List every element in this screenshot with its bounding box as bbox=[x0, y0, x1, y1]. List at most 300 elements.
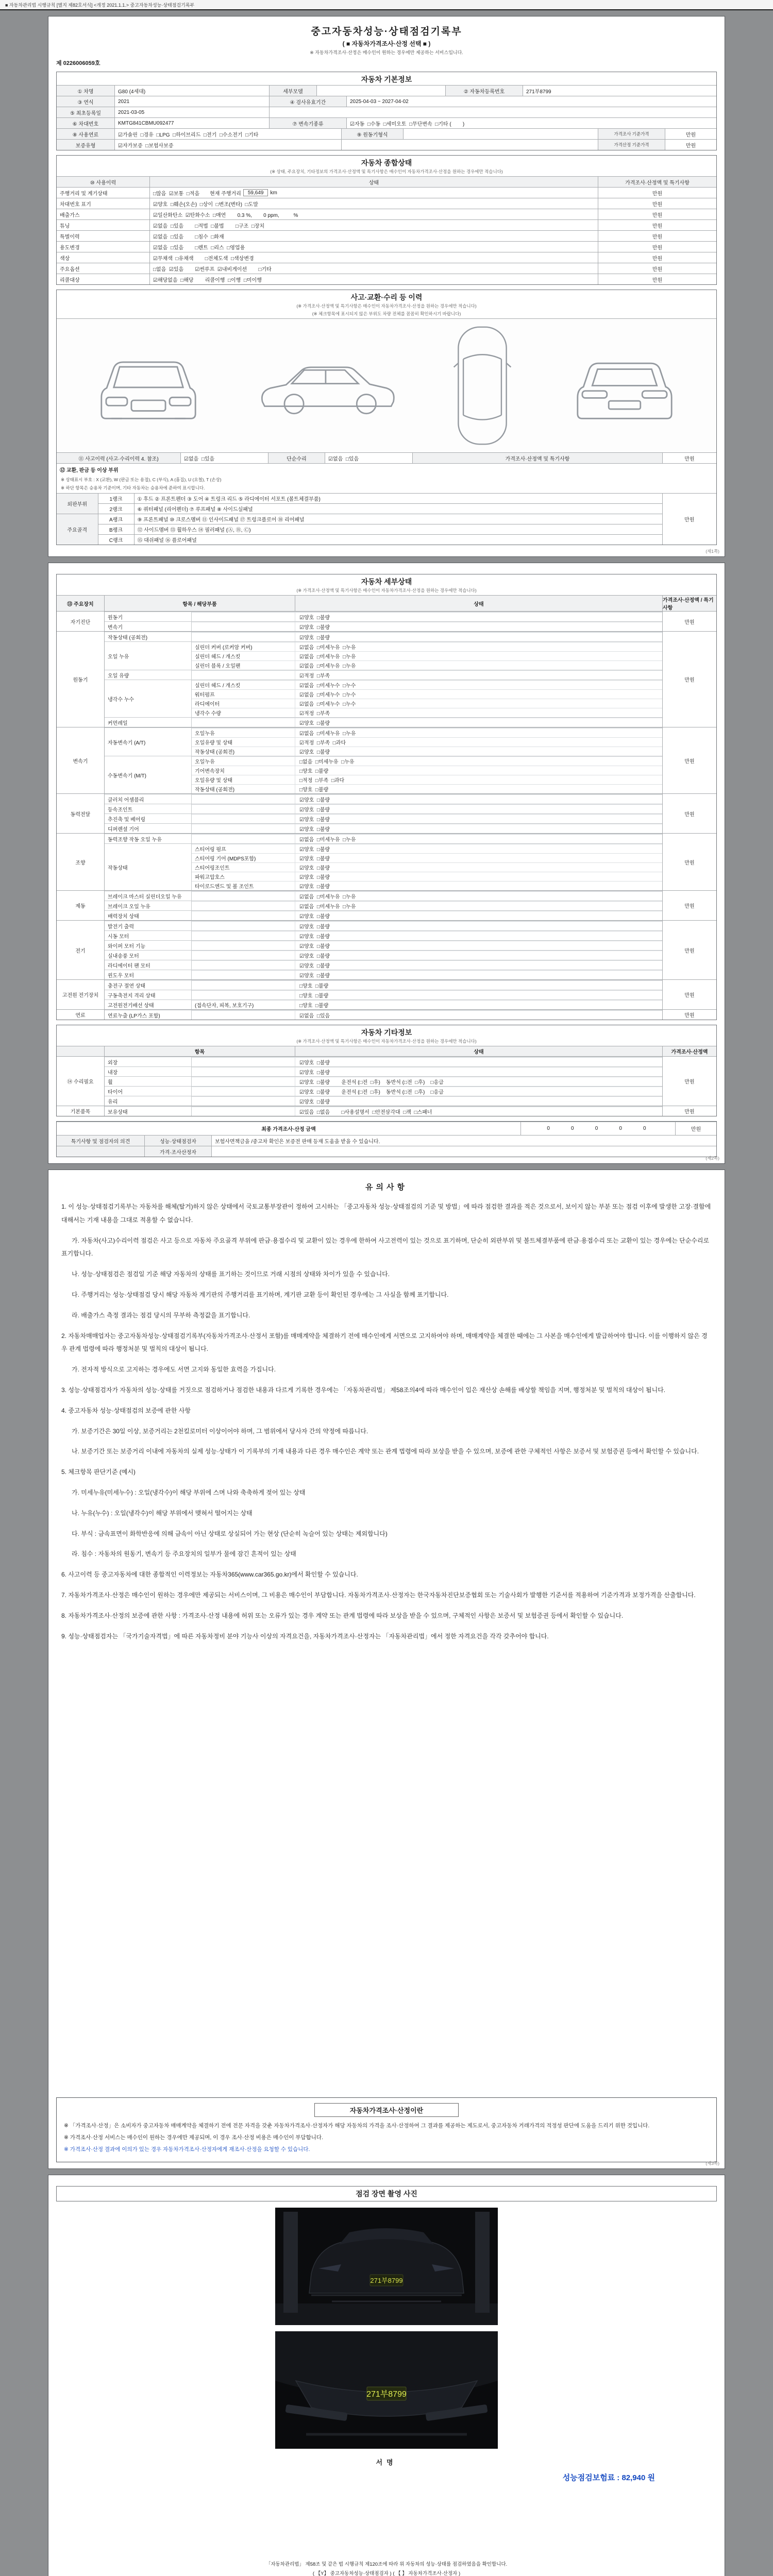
col-header-device: ⑬ 주요장치 bbox=[67, 601, 94, 607]
overall-row bbox=[57, 209, 716, 219]
part-label bbox=[192, 941, 295, 950]
detail-status-title: 자동차 세부상태 bbox=[361, 578, 412, 586]
device-item-block bbox=[105, 921, 662, 930]
page-3 bbox=[48, 1170, 725, 2169]
etc-table-body bbox=[57, 1056, 716, 1116]
item-rows bbox=[191, 1087, 662, 1096]
item-row bbox=[192, 775, 662, 784]
price-survey-info-line-highlight: ※ 가격조사·산정 결과에 이의가 있는 경우 자동차가격조사·산정자에게 재조사·산정을 요청할 수 있습니다. bbox=[64, 2146, 310, 2153]
state-checkboxes: ☑양호 □불량 bbox=[295, 951, 662, 960]
device-item-block bbox=[105, 814, 662, 823]
item-row bbox=[192, 689, 662, 699]
document-subtitle: ( ■ 자동차가격조사·산정 선택 ■ ) bbox=[342, 40, 431, 47]
item-rows bbox=[191, 921, 662, 930]
item-rows bbox=[191, 622, 662, 631]
item-row bbox=[192, 921, 662, 930]
device-group-name: 전기 bbox=[75, 948, 86, 954]
notice-paragraph: 3. 성능·상태점검자가 자동차의 성능·상태를 거짓으로 점검하거나 점검한 내용과 다르게 기록한 경우에는 「자동차관리법」 제58조의4에 따라 매수인이 입은 재산상 손해를 배상할 책임을 지며, 행정처분 및 벌칙의 대상이 됩니다. bbox=[61, 1386, 666, 1394]
device-item-blocks bbox=[104, 1010, 662, 1020]
notice-paragraph: 2. 자동차매매업자는 중고자동차성능·상태점검기록부(자동차가격조사·산정서 포함)를 매매계약을 체결하기 전에 매수인에게 서면으로 고지하여야 하며, 매매계약을 체결한 때에는 그 사본을 매수인에게 발급하여야 합니다. 이를 이행하지 않은 경우 관계 법령에 따라 행정처분 및 벌칙의 대상이 됩니다. bbox=[61, 1332, 708, 1353]
device-item-block bbox=[105, 990, 662, 999]
rank-row-3 bbox=[57, 514, 716, 524]
basic-row-5 bbox=[57, 128, 716, 139]
opinion-row-2 bbox=[57, 1146, 716, 1157]
registration-number-label: ② 자동차등록번호 bbox=[445, 86, 523, 96]
device-item-block bbox=[105, 960, 662, 970]
item-label: 라디에이터 팬 모터 bbox=[108, 963, 150, 969]
state-checkboxes: ☑양호 □불량 bbox=[295, 795, 662, 804]
item-label: 내장 bbox=[108, 1070, 118, 1076]
state-checkboxes: ☑없음 □미세누수 □누수 bbox=[295, 681, 662, 689]
item-row bbox=[192, 931, 662, 940]
part-label bbox=[192, 1077, 295, 1086]
device-group-row bbox=[57, 727, 716, 793]
notice-paragraph: 5. 체크항목 판단기준 (예시) bbox=[61, 1468, 136, 1476]
overall-row bbox=[57, 219, 716, 230]
state-checkboxes: ☑적정 □부족 bbox=[295, 671, 662, 680]
item-row bbox=[192, 1087, 662, 1096]
state-checkboxes: ☑적정 □부족 □과다 bbox=[295, 738, 662, 747]
item-row bbox=[192, 834, 662, 843]
item-rows bbox=[191, 718, 662, 727]
device-item-blocks bbox=[104, 794, 662, 833]
item-label: 등속조인트 bbox=[108, 807, 133, 813]
accident-note-2: (※ 체크항목에 표시되지 않은 부위도 차량 전체를 꼼꼼히 확인하시기 바랍니다) bbox=[312, 311, 461, 316]
item-rows bbox=[191, 642, 662, 670]
state-checkboxes: ☑양호 □불량 bbox=[295, 922, 662, 930]
state-checkboxes: ☑무채색 □유채색 □전체도색 □색상변경 bbox=[153, 256, 254, 262]
overall-row bbox=[57, 198, 716, 209]
part-label: 오일유량 및 상태 bbox=[195, 740, 233, 746]
device-item-block bbox=[105, 940, 662, 950]
overall-status-title: 자동차 종합상태 bbox=[361, 159, 412, 167]
usage-item-label: 주행거리 및 계기상태 bbox=[60, 191, 108, 197]
inspection-insurance-fee: 성능점검보험료 : 82,940 원 bbox=[562, 2473, 655, 2482]
etc-group-row bbox=[57, 1106, 716, 1116]
device-item-block bbox=[105, 717, 662, 727]
device-item-block bbox=[105, 843, 662, 890]
part-label bbox=[192, 1097, 295, 1106]
item-row bbox=[192, 708, 662, 717]
submodel-label: 세부모델 bbox=[269, 86, 316, 96]
overall-status-note: (※ 상태, 주요장치, 기타정보의 가격조사·산정액 및 특기사항은 매수인이 자동차가격조사·산정을 원하는 경우에만 적습니다) bbox=[270, 169, 503, 174]
inspection-photo-2 bbox=[275, 2331, 498, 2449]
usage-item-state bbox=[149, 198, 598, 209]
calc-base-price-value: 만원 bbox=[665, 140, 716, 150]
device-group-name: 고전원 전기장치 bbox=[62, 993, 99, 998]
item-label: 수동변속기 (M/T) bbox=[108, 773, 146, 779]
signature-section bbox=[56, 2457, 717, 2576]
device-item-blocks bbox=[104, 834, 662, 890]
model-year-label: ③ 연식 bbox=[57, 96, 114, 107]
page-1 bbox=[48, 16, 725, 557]
notices-title: 유의사항 bbox=[365, 1183, 408, 1192]
part-label bbox=[192, 1107, 295, 1116]
group-price-cell: 만원 bbox=[662, 891, 716, 920]
part-label bbox=[192, 922, 295, 930]
inspector-opinion-text: 보험사면책금을 /중고차 확인은 보증전 판매 등재 도움을 받을 수 있습니다. bbox=[211, 1136, 716, 1146]
item-row bbox=[192, 756, 662, 766]
device-group-name: 조향 bbox=[75, 860, 86, 866]
item-label: 휠 bbox=[108, 1079, 113, 1086]
item-row bbox=[192, 660, 662, 670]
item-rows bbox=[191, 728, 662, 756]
overall-row bbox=[57, 187, 716, 198]
device-item-blocks bbox=[104, 727, 662, 793]
device-item-block bbox=[105, 632, 662, 641]
item-row bbox=[192, 794, 662, 804]
item-label: 디퍼렌셜 기어 bbox=[108, 826, 139, 833]
device-group-name: 자기진단 bbox=[70, 619, 91, 625]
item-label: 냉각수 누수 bbox=[108, 697, 135, 703]
opinion-row-1 bbox=[57, 1135, 716, 1146]
item-label: 작동상태 bbox=[108, 865, 128, 871]
opinion-label-spacer bbox=[57, 1146, 144, 1157]
exchange-price-cell: 만원 bbox=[662, 494, 716, 545]
item-label: 발전기 출력 bbox=[108, 924, 135, 930]
detail-status-note: (※ 가격조사·산정액 및 특기사항은 매수인이 자동차가격조사·산정을 원하는 경우에만 적습니다) bbox=[296, 588, 477, 593]
usage-item-state bbox=[149, 220, 598, 230]
signature-statement-roles: ( 【Y】 중고자동차성능·상태점검자 ) ( 【 】 자동차가격조사·산정자 ) bbox=[312, 2571, 461, 2576]
item-label: 구동축전지 격리 상태 bbox=[108, 993, 156, 999]
device-group-row bbox=[57, 890, 716, 920]
final-price-amount: 0 0 0 0 0 bbox=[520, 1122, 675, 1135]
price-cell: 만원 bbox=[598, 263, 716, 274]
notice-paragraph: 다. 주행거리는 성능·상태점검 당시 해당 자동차 계기판의 주행거리를 표기하며, 계기판 교환 등이 확인된 경우에는 그 사실을 함께 표기합니다. bbox=[61, 1291, 449, 1298]
odometer-unit: km bbox=[270, 190, 277, 196]
basic-row-6 bbox=[57, 139, 716, 150]
document-title: 중고자동차성능·상태점검기록부 bbox=[311, 26, 462, 37]
state-checkboxes: □양호 □불량 bbox=[295, 766, 662, 775]
signature-statement-law: 「자동차관리법」 제58조 및 같은 법 시행규칙 제120조에 따라 위 자동차의 성능·상태를 점검하였음을 확인합니다. bbox=[265, 2562, 508, 2567]
item-row bbox=[192, 612, 662, 621]
item-label: 브레이크 오일 누유 bbox=[108, 904, 150, 910]
state-checkboxes: ☑있음 □없음 □사용설명서 □안전삼각대 □잭 □스패너 bbox=[295, 1107, 662, 1116]
price-survey-info-title: 자동차가격조사·산정이란 bbox=[314, 2103, 459, 2117]
basic-row-1 bbox=[57, 85, 716, 96]
detail-status-section bbox=[56, 574, 717, 1020]
basic-row-4 bbox=[57, 117, 716, 128]
item-row bbox=[192, 699, 662, 708]
item-rows bbox=[191, 824, 662, 833]
empty-cell bbox=[341, 140, 598, 150]
device-item-block bbox=[105, 727, 662, 756]
state-checkboxes: ☑양호 □불량 bbox=[295, 613, 662, 621]
basic-row-3 bbox=[57, 107, 716, 117]
inspection-period-value: 2025-04-03 ~ 2027-04-02 bbox=[346, 96, 716, 107]
part-label bbox=[192, 671, 295, 680]
rank-label: C랭크 bbox=[98, 535, 134, 545]
part-label bbox=[192, 795, 295, 804]
price-cell: 만원 bbox=[598, 252, 716, 263]
state-checkboxes: ☑없음 □미세누유 □누유 bbox=[295, 652, 662, 660]
col-header-state: 상태 bbox=[149, 177, 598, 187]
col-header-state: 상태 bbox=[295, 596, 662, 611]
part-label: 실린더 헤드 / 개스킷 bbox=[195, 654, 241, 660]
item-label: 타이어 bbox=[108, 1089, 123, 1095]
device-item-block bbox=[105, 804, 662, 814]
final-price-row bbox=[57, 1122, 716, 1135]
item-label: 고전원전기배선 상태 bbox=[108, 1003, 154, 1009]
item-label: 커먼레일 bbox=[108, 720, 128, 726]
device-item-block bbox=[105, 612, 662, 621]
price-survey-info-box bbox=[56, 2097, 717, 2162]
accident-price-value: 만원 bbox=[662, 453, 716, 463]
state-checkboxes: □양호 □불량 bbox=[295, 981, 662, 990]
item-row bbox=[192, 970, 662, 979]
col-header-item: 항목 / 해당부품 bbox=[104, 596, 295, 611]
device-group-row bbox=[57, 1009, 716, 1020]
state-checkboxes: ☑없음 □미세누유 □누유 bbox=[295, 835, 662, 843]
item-row bbox=[192, 901, 662, 910]
part-label bbox=[192, 1067, 295, 1076]
accident-history-title: 사고·교환·수리 등 이력 bbox=[350, 293, 423, 301]
device-item-block bbox=[105, 756, 662, 793]
price-survey-info-line: ※ 「가격조사·산정」은 소비자가 중고자동차 매매계약을 체결하기 전에 전문 자격을 갖춘 자동차가격조사·산정자가 해당 자동차의 가격을 조사·산정하여 그 결과를 제공하는 제도로서, 중고자동차 거래가격의 적정성 판단에 도움을 드리기 위한 것입니다. bbox=[64, 2123, 650, 2129]
status-code-legend: ※ 상태표시 부호 : X (교환), W (판금 또는 용접), C (부식), A (흠집), U (요철), T (손상) bbox=[61, 477, 222, 482]
item-rows bbox=[191, 834, 662, 843]
item-label: 와이퍼 모터 기능 bbox=[108, 943, 146, 950]
notice-paragraph: 9. 성능·상태점검자는 「국가기술자격법」에 따른 자동차정비 분야 기능사 이상의 자격요건을, 자동차가격조사·산정자는 「자동차관리법」에서 정한 자격요건을 각각 갖추어야 합니다. bbox=[61, 1632, 549, 1640]
state-checkboxes: ☑양호 □불량 bbox=[295, 931, 662, 940]
usage-item-state bbox=[149, 263, 598, 274]
car-damage-diagrams bbox=[57, 318, 716, 452]
group-price-cell: 만원 bbox=[662, 727, 716, 793]
part-label bbox=[192, 951, 295, 960]
state-checkboxes: ☑없음 □있음 □렌트 □리스 □영업용 bbox=[153, 245, 245, 251]
part-label bbox=[192, 911, 295, 920]
device-item-blocks bbox=[104, 980, 662, 1009]
item-rows bbox=[191, 970, 662, 979]
page-marker: (제2쪽) bbox=[705, 1156, 719, 1161]
accident-note-1: (※ 가격조사·산정액 및 특기사항은 매수인이 자동차가격조사·산정을 원하는 경우에만 적습니다) bbox=[296, 303, 477, 309]
document-select-note: ※ 자동차가격조사·산정은 매수인이 원하는 경우에만 제공하는 서비스입니다. bbox=[310, 50, 463, 55]
state-checkboxes: ☑양호 □불량 bbox=[295, 718, 662, 727]
state-checkboxes: ☑일산화탄소 ☑탄화수소 □매연 0.3 %, 0 ppm, % bbox=[153, 212, 298, 218]
odometer-value: 59,649 bbox=[243, 189, 268, 196]
signature-title: 서명 bbox=[376, 2459, 397, 2466]
col-header-price: 가격조사·산정액 bbox=[662, 1046, 716, 1056]
item-rows bbox=[191, 990, 662, 999]
device-item-block bbox=[105, 950, 662, 960]
device-item-block bbox=[105, 999, 662, 1009]
part-label bbox=[192, 1087, 295, 1096]
notice-paragraph: 라. 배출가스 측정 결과는 점검 당시의 무부하 측정값을 표기합니다. bbox=[61, 1311, 250, 1319]
device-item-blocks bbox=[104, 632, 662, 727]
item-rows bbox=[191, 1107, 662, 1116]
exchange-panel-label: ⑫ 교환, 판금 등 이상 부위 bbox=[60, 468, 119, 473]
accident-history-section bbox=[56, 290, 717, 545]
device-group-row bbox=[57, 833, 716, 890]
item-row bbox=[192, 1096, 662, 1106]
state-checkboxes: ☑양호 □불량 bbox=[295, 854, 662, 862]
warranty-type-label: 보증유형 bbox=[57, 140, 114, 150]
notices-list bbox=[61, 1200, 712, 1643]
item-row bbox=[192, 804, 662, 814]
final-price-label: 최종 가격조사·산정 금액 bbox=[261, 1127, 316, 1132]
rank-parts: ⑫ 사이드멤버 ⑬ 휠하우스 ⑭ 필러패널 (Ⓐ, Ⓑ, Ⓒ) bbox=[134, 524, 662, 535]
photo-section-title: 점검 장면 촬영 사진 bbox=[356, 2190, 417, 2198]
item-row bbox=[192, 862, 662, 872]
notice-paragraph: 나. 보증기간 또는 보증거리 이내에 자동차의 실제 성능·상태가 이 기록부의 기재 내용과 다른 경우 매수인은 계약 또는 관계 법령에 따라 보상을 받을 수 있으며, 보증에 관한 구체적인 사항은 보증서 및 보험증권 등에서 확인할 수 있습니다. bbox=[61, 1448, 699, 1455]
state-checkboxes: ☑양호 □불량 bbox=[295, 882, 662, 890]
simple-repair-checkboxes: ☑없음 □있음 bbox=[325, 453, 412, 463]
item-label: 오일 유량 bbox=[108, 673, 129, 679]
notice-paragraph: 다. 부식 : 금속표면이 화학반응에 의해 금속이 아닌 상태로 상실되어 가는 현상 (단순히 녹슬어 있는 상태는 제외합니다) bbox=[61, 1530, 388, 1537]
part-label bbox=[192, 1058, 295, 1066]
group-price-cell: 만원 bbox=[662, 834, 716, 890]
document-number: 제 0226006059호 bbox=[56, 60, 100, 66]
state-checkboxes: ☑양호 □불량 bbox=[295, 872, 662, 881]
rank-row-5 bbox=[57, 535, 716, 545]
item-row bbox=[192, 1107, 662, 1116]
vehicle-name-label: ① 차명 bbox=[57, 86, 114, 96]
part-label bbox=[192, 633, 295, 641]
price-cell: 만원 bbox=[598, 198, 716, 209]
item-rows bbox=[191, 911, 662, 920]
device-item-block bbox=[105, 980, 662, 990]
survey-base-price-label: 가격조사 기준가격 bbox=[598, 129, 665, 139]
item-row bbox=[192, 622, 662, 631]
engine-type-label: ⑨ 원동기형식 bbox=[341, 129, 403, 139]
state-checkboxes: ☑없음 □미세누유 □누유 bbox=[295, 642, 662, 651]
item-row bbox=[192, 670, 662, 680]
registration-number-value: 271부8799 bbox=[523, 86, 716, 96]
usage-item-label: 배출가스 bbox=[60, 212, 80, 218]
rank-parts: ⑥ 쿼터패널 (리어펜더) ⑦ 루프패널 ⑧ 사이드실패널 bbox=[134, 504, 662, 514]
state-checkboxes: ☑양호 □불량 bbox=[295, 622, 662, 631]
exchange-rank-table bbox=[57, 493, 716, 545]
car-diagram-side-view bbox=[256, 352, 402, 420]
item-rows bbox=[191, 794, 662, 804]
item-row bbox=[192, 680, 662, 689]
state-checkboxes: ☑양호 □불량 운전석 (□전 □후) 동반석 (□전 □후) □응급 bbox=[295, 1087, 662, 1096]
state-checkboxes: ☑양호 □훼손(오손) □상이 □변조(변타) □도말 bbox=[153, 201, 258, 208]
usage-item-label: 특별이력 bbox=[60, 234, 80, 240]
notice-paragraph: 7. 자동차가격조사·산정은 매수인이 원하는 경우에만 제공되는 서비스이며, 그 비용은 매수인이 부담합니다. 자동차가격조사·산정자는 한국자동차진단보증협회 또는 기술사회가 발행한 기준서를 적용하여 기준가격과 보정가격을 산출합니다. bbox=[61, 1591, 696, 1599]
group-price-cell: 만원 bbox=[662, 794, 716, 833]
part-label: 기어변속장치 bbox=[195, 769, 225, 774]
item-row bbox=[192, 718, 662, 727]
device-item-blocks bbox=[104, 921, 662, 979]
state-checkboxes: ☑양호 □불량 운전석 (□전 □후) 동반석 (□전 □후) □응급 bbox=[295, 1077, 662, 1086]
state-checkboxes: ☑양호 □불량 bbox=[295, 633, 662, 641]
state-checkboxes: ☑양호 □불량 bbox=[295, 941, 662, 950]
item-row bbox=[192, 814, 662, 823]
item-row bbox=[192, 1057, 662, 1066]
calc-base-price-label: 가격산정 기준가격 bbox=[598, 140, 665, 150]
price-cell: 만원 bbox=[598, 274, 716, 284]
device-item-block bbox=[105, 930, 662, 940]
etc-group-name: 기본품목 bbox=[70, 1109, 91, 1115]
usage-item-state bbox=[149, 231, 598, 241]
item-row bbox=[192, 642, 662, 651]
item-label: 시동 모터 bbox=[108, 934, 129, 940]
etc-info-note: (※ 가격조사·산정액 및 특기사항은 매수인이 자동차가격조사·산정을 원하는 경우에만 적습니다) bbox=[296, 1039, 477, 1044]
outer-panel-group-label: 외판부위 bbox=[57, 494, 98, 514]
item-rows bbox=[191, 960, 662, 970]
rank-parts: ⑨ 프론트패널 ⑩ 크로스멤버 ⑪ 인사이드패널 ⑰ 트렁크플로어 ⑱ 리어패널 bbox=[134, 514, 662, 524]
item-rows bbox=[191, 814, 662, 823]
rank-parts: ⑮ 대쉬패널 ⑯ 플로어패널 bbox=[134, 535, 662, 545]
vin-label: ⑥ 차대번호 bbox=[57, 118, 114, 128]
usage-item-state bbox=[149, 188, 598, 198]
transmission-type-label: ⑦ 변속기종류 bbox=[269, 118, 346, 128]
item-label: 보유상태 bbox=[108, 1109, 128, 1115]
model-year-value: 2021 bbox=[114, 96, 269, 107]
etc-item-blocks bbox=[104, 1106, 662, 1116]
first-registration-value: 2021-03-05 bbox=[114, 107, 269, 117]
part-label: 실린더 커버 (로커암 커버) bbox=[195, 645, 253, 651]
item-rows bbox=[191, 756, 662, 793]
overall-row bbox=[57, 241, 716, 252]
notice-paragraph: 나. 성능·상태점검은 점검일 기준 해당 자동차의 상태를 표기하는 것이므로 거래 시점의 상태와 차이가 있을 수 있습니다. bbox=[61, 1270, 390, 1278]
usage-item-label: 리콜대상 bbox=[60, 277, 80, 283]
revision-note-text: ■ 자동차관리법 시행규칙 [별지 제82호서식] <개정 2021.1.1.> 중고자동차성능·상태점검기록부 bbox=[5, 2, 195, 8]
etc-group-row bbox=[57, 1056, 716, 1106]
page-marker: (제1쪽) bbox=[705, 549, 719, 554]
overall-status-section bbox=[56, 155, 717, 285]
item-label: 외장 bbox=[108, 1060, 118, 1066]
item-rows bbox=[191, 1077, 662, 1086]
part-label bbox=[192, 805, 295, 814]
overall-row bbox=[57, 263, 716, 274]
part-label: 타이로드엔드 및 볼 조인트 bbox=[195, 884, 254, 890]
notice-paragraph: 나. 누유(누수) : 오일(냉각수)이 해당 부위에서 맺혀서 떨어지는 상태 bbox=[61, 1509, 253, 1517]
item-rows bbox=[191, 951, 662, 960]
inspection-period-label: ④ 검사유효기간 bbox=[269, 96, 346, 107]
vehicle-name-value: G80 (4세대) bbox=[114, 86, 269, 96]
opinion-label: 특기사항 및 점검자의 의견 bbox=[57, 1136, 144, 1146]
etc-item-block bbox=[105, 1096, 662, 1106]
part-label: 라디에이터 bbox=[195, 702, 220, 707]
item-rows bbox=[191, 1000, 662, 1009]
item-row bbox=[192, 911, 662, 920]
item-rows bbox=[191, 670, 662, 680]
license-plate-text: 271부8799 bbox=[366, 2390, 407, 2399]
appraiser-role-label: 가격·조사산정자 bbox=[144, 1146, 211, 1157]
part-label bbox=[192, 961, 295, 970]
rank-row-4 bbox=[57, 524, 716, 535]
item-row bbox=[192, 990, 662, 999]
overall-header-row bbox=[57, 176, 716, 187]
detail-header-row bbox=[57, 595, 716, 611]
notice-paragraph: 가. 미세누유(미세누수) : 오일(냉각수)이 해당 부위에 스며 나와 축축하게 젖어 있는 상태 bbox=[61, 1488, 306, 1496]
price-cell: 만원 bbox=[598, 188, 716, 198]
state-checkboxes: ☑적정 □부족 bbox=[295, 708, 662, 717]
item-row bbox=[192, 844, 662, 853]
item-label: 오일 누유 bbox=[108, 654, 129, 660]
part-label: 작동상태 (공회전) bbox=[195, 750, 235, 755]
item-row bbox=[192, 960, 662, 970]
device-group-name: 원동기 bbox=[73, 677, 88, 683]
notice-paragraph: 4. 중고자동차 성능·상태점검의 보증에 관한 사항 bbox=[61, 1406, 191, 1414]
basic-info-title: 자동차 기본정보 bbox=[361, 75, 412, 83]
overall-row bbox=[57, 274, 716, 284]
car-diagram-front-view bbox=[87, 342, 210, 430]
device-group-row bbox=[57, 631, 716, 727]
state-checkboxes: ☑없음 □미세누유 □누유 bbox=[295, 661, 662, 670]
state-checkboxes: ☑없음 □미세누유 □누유 bbox=[295, 902, 662, 910]
state-checkboxes: ☑양호 □불량 bbox=[295, 747, 662, 756]
rank-row-2 bbox=[57, 504, 716, 514]
part-label: 냉각수 수량 bbox=[195, 711, 222, 717]
item-label: 연료누출 (LP가스 포함) bbox=[108, 1013, 160, 1019]
item-label: 동력조향 작동 오일 누유 bbox=[108, 837, 162, 843]
item-rows bbox=[191, 804, 662, 814]
item-label: 유리 bbox=[108, 1099, 118, 1105]
item-row bbox=[192, 766, 662, 775]
